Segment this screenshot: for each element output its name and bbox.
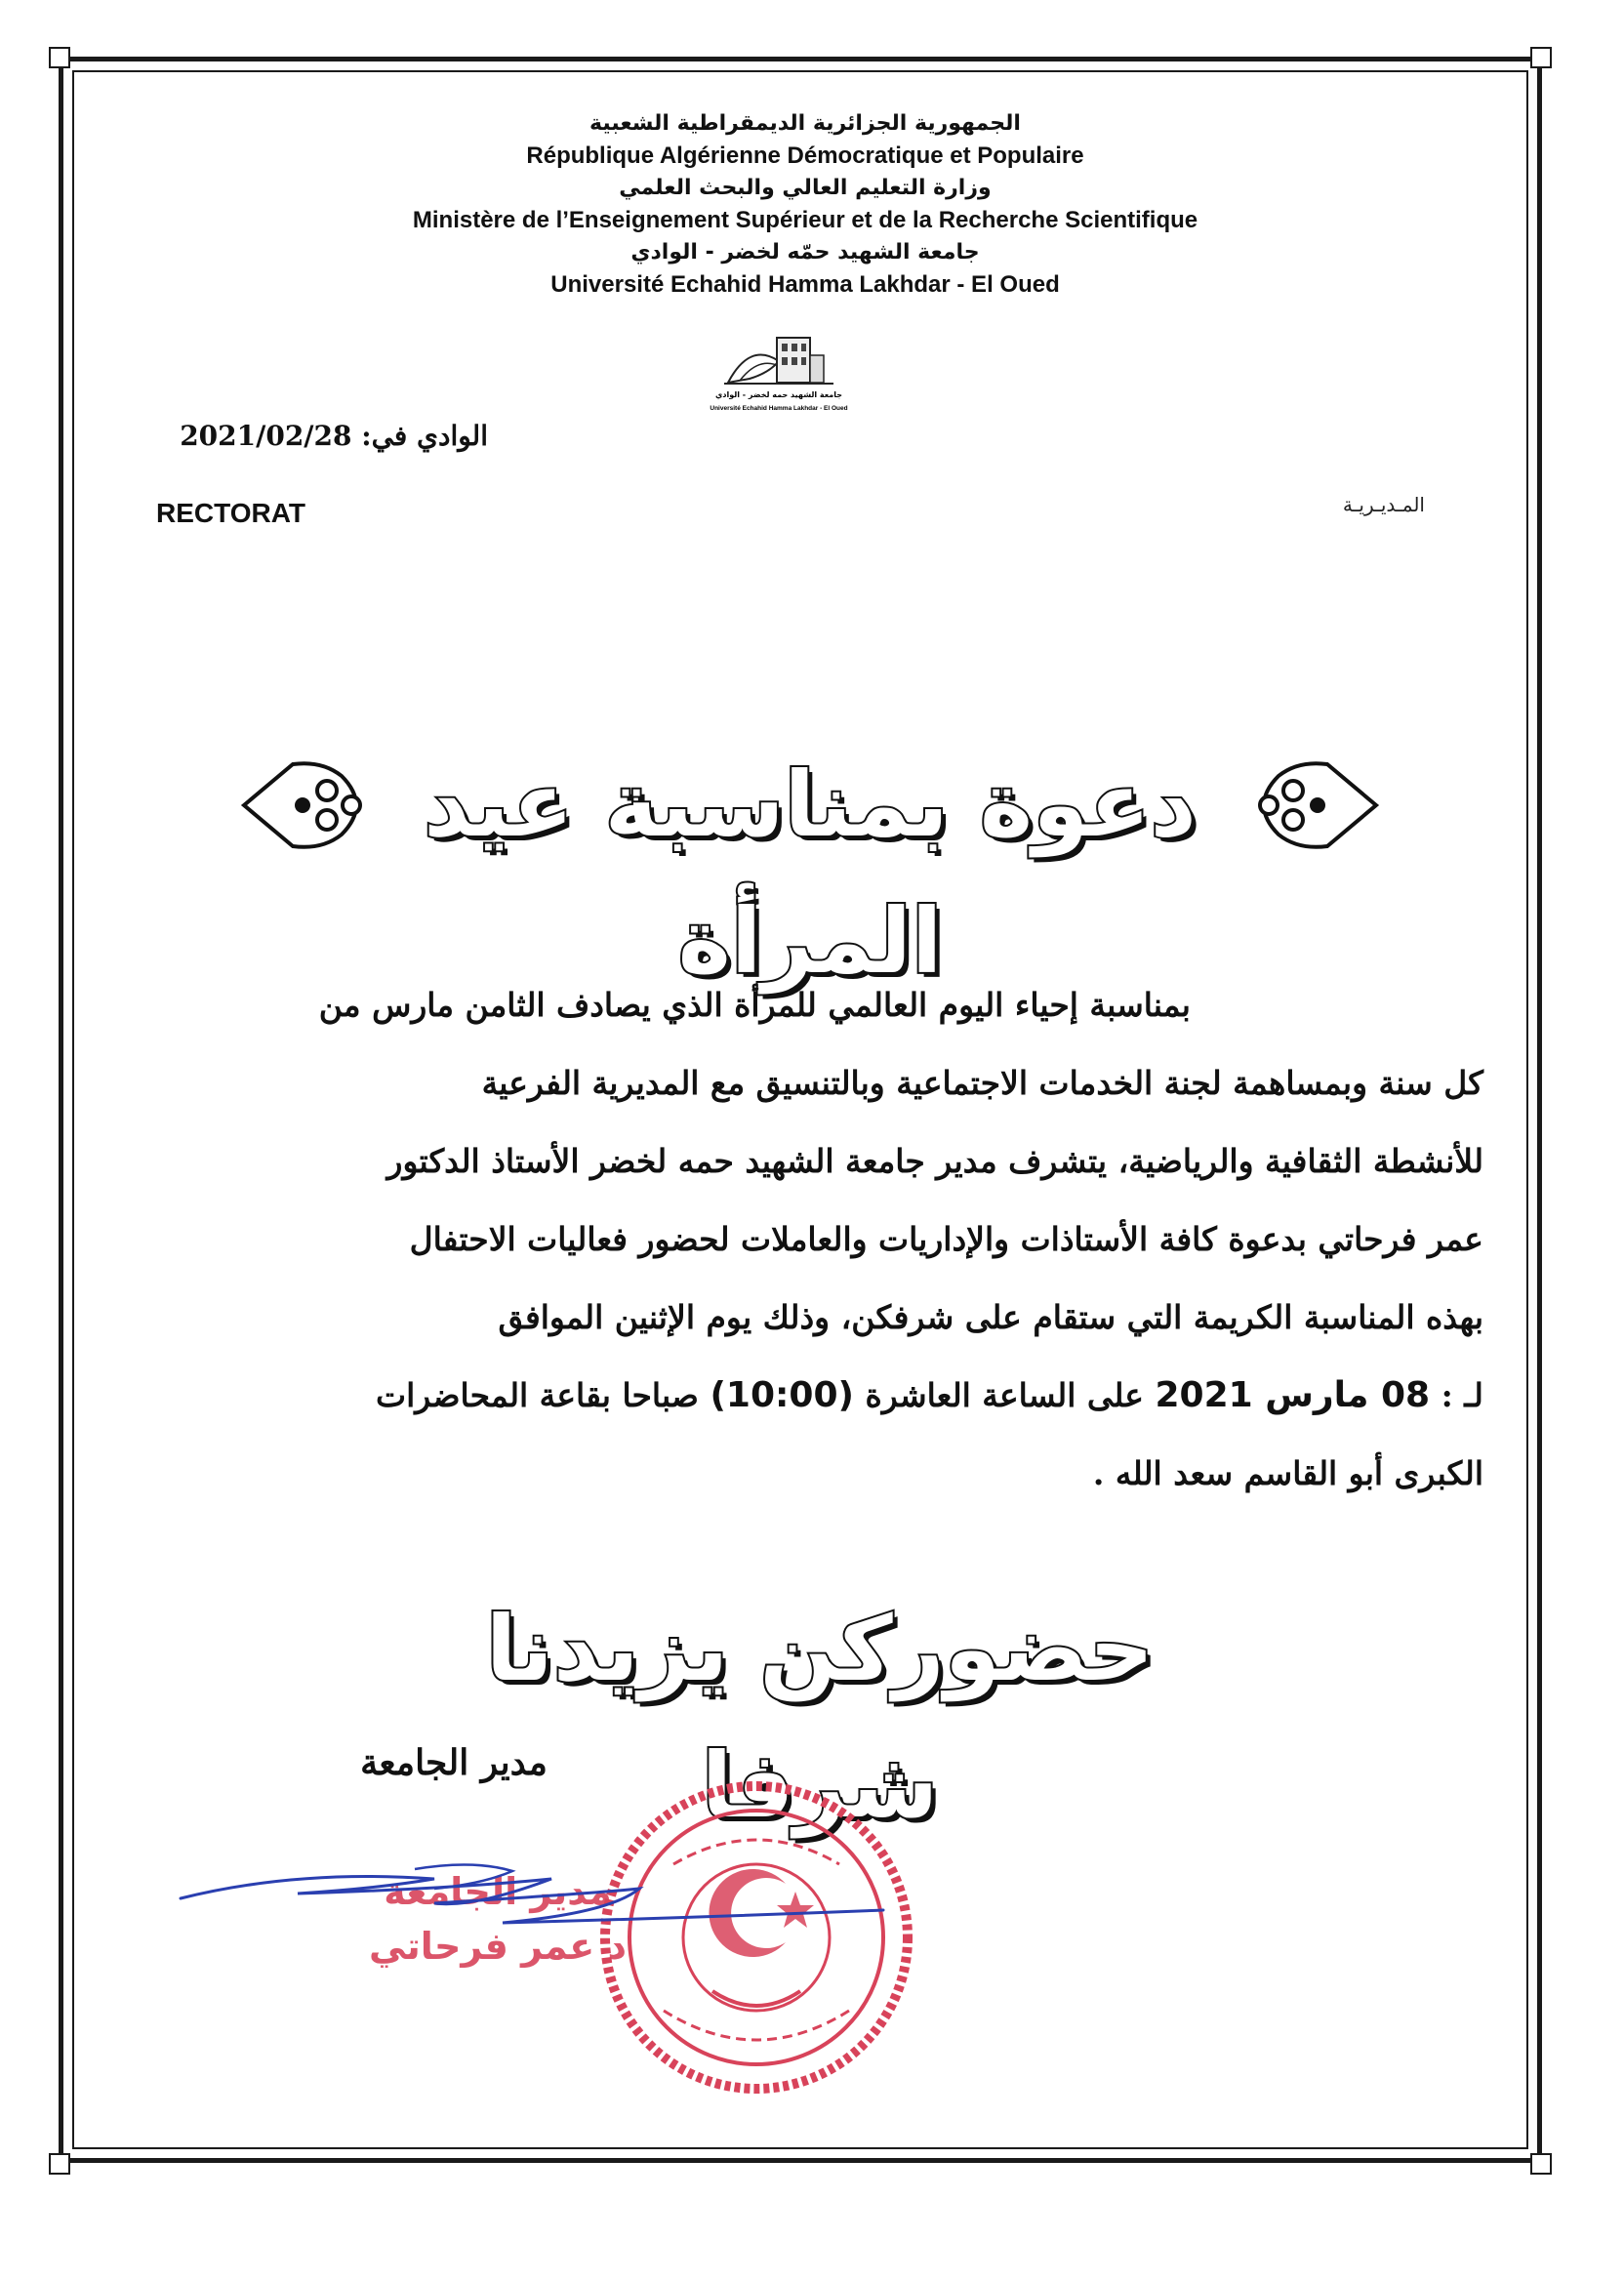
letterhead-ministry-fr: Ministère de l’Enseignement Supérieur et de la Recherche Scientifique <box>412 207 1198 233</box>
body-line: كل سنة وبمساهمة لجنة الخدمات الاجتماعية وبالتنسيق مع المديرية الفرعية <box>481 1064 1483 1102</box>
handwritten-signature <box>181 1850 883 1967</box>
event-date: 08 مارس 2021 <box>1155 1375 1431 1415</box>
frame-corner <box>1530 47 1552 68</box>
stamp-name: د عمر فرحاتي <box>369 1925 627 1968</box>
letterhead-republic-ar: الجمهورية الجزائرية الديمقراطية الشعبية <box>589 111 1021 136</box>
frame-corner <box>49 2153 70 2175</box>
body-line-venue: صباحا بقاعة المحاضرات <box>376 1376 699 1414</box>
directorate-label: المـديـريـة <box>1342 493 1425 516</box>
body-line-prefix: لـ : <box>1441 1376 1483 1414</box>
frame-corner <box>49 47 70 68</box>
body-line: بهذه المناسبة الكريمة التي ستقام على شرفكن، وذلك يوم الإثنين الموافق <box>498 1298 1483 1336</box>
body-line: بمناسبة إحياء اليوم العالمي للمرأة الذي يصادف الثامن مارس من <box>318 986 1191 1024</box>
university-logo <box>710 322 848 420</box>
letterhead-republic-fr: République Algérienne Démocratique et Populaire <box>526 143 1084 169</box>
invitation-title: دعوة بمناسبة عيد المرأة <box>424 753 1197 994</box>
letterhead <box>293 107 1318 301</box>
frame-corner <box>1530 2153 1552 2175</box>
place-and-date <box>156 420 488 452</box>
event-time: (10:00) <box>710 1375 854 1415</box>
letterhead-university-ar: جامعة الشهيد حمّه لخضر - الوادي <box>630 240 980 265</box>
invitation-title-block <box>234 727 1386 994</box>
body-line-time-label: على الساعة العاشرة <box>865 1376 1144 1414</box>
letterhead-university-fr: Université Echahid Hamma Lakhdar - El Oued <box>550 271 1060 298</box>
body-line: الكبرى أبو القاسم سعد الله . <box>1092 1454 1483 1492</box>
svg-text:جامعة الشهيد حمه لخضر - الوادي: جامعة الشهيد حمه لخضر - الوادي <box>715 390 842 399</box>
svg-text:Université Echahid Hamma Lakhd: Université Echahid Hamma Lakhdar - El Oued <box>710 405 848 412</box>
place-label: الوادي في: <box>361 420 488 452</box>
document-date: 2021/02/28 <box>180 420 352 452</box>
body-line: عمر فرحاتي بدعوة كافة الأستاذات والإداريات والعاملات لحضور فعاليات الاحتفال <box>409 1220 1483 1258</box>
signatory-title: مدير الجامعة <box>360 1742 548 1783</box>
body-line: للأنشطة الثقافية والرياضية، يتشرف مدير جامعة الشهيد حمه لخضر الأستاذ الدكتور <box>386 1142 1483 1180</box>
stamp-title: مدير الجامعة <box>384 1870 612 1913</box>
invitation-body <box>156 966 1483 1513</box>
letterhead-ministry-ar: وزارة التعليم العالي والبحث العلمي <box>619 176 992 200</box>
ornament-right-icon <box>1239 747 1386 864</box>
rectorat-label: RECTORAT <box>156 498 305 528</box>
ornament-left-icon <box>234 747 381 864</box>
closing-phrase: حضوركن يزيدنا شرفا <box>485 1597 1155 1838</box>
body-line <box>156 1357 1483 1435</box>
